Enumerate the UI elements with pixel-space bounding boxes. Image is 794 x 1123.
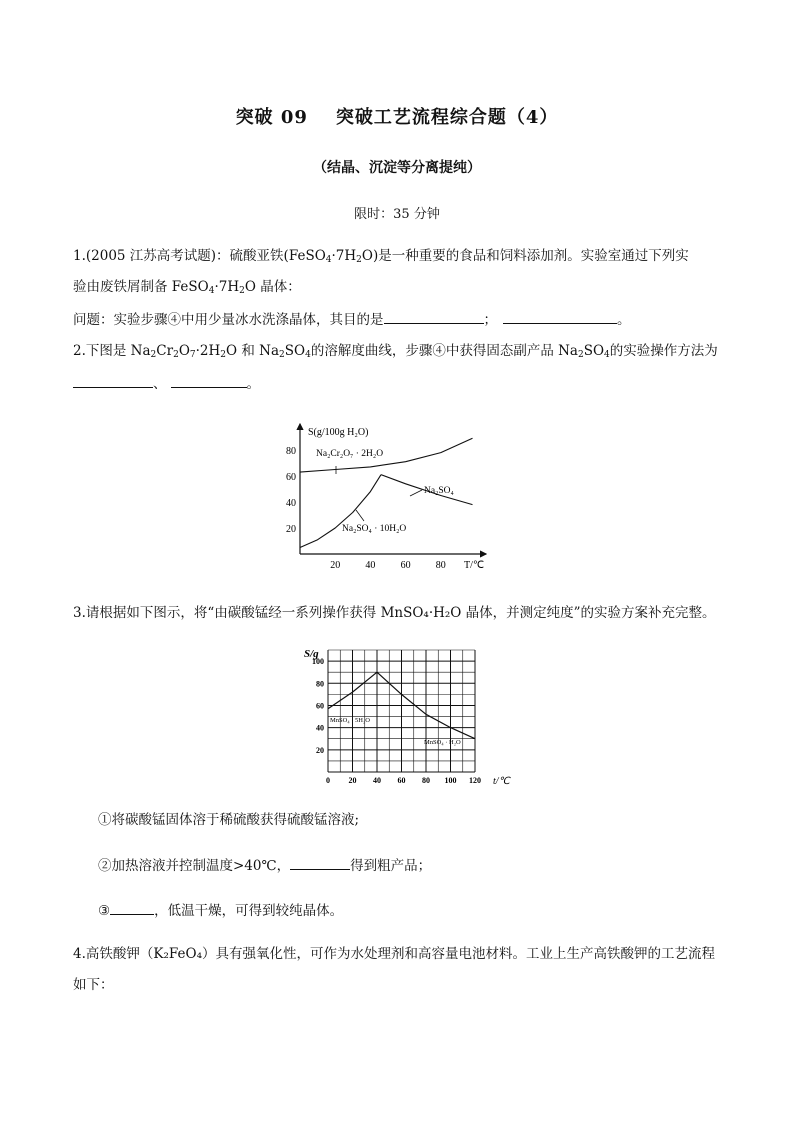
q3-step2: ②加热溶液并控制温度>40℃， 得到粗产品； <box>98 855 748 876</box>
chart-1-ytick-3: 80 <box>286 446 296 457</box>
chart-1-ytick-1: 40 <box>286 498 296 509</box>
chart-2 <box>300 646 515 788</box>
q4-line2: 如下： <box>73 977 114 993</box>
chart-1-ytick-2: 60 <box>286 472 296 483</box>
chart-2-ytick-1: 20 <box>316 745 324 755</box>
page-title <box>0 103 794 129</box>
q3-step3: ③ ，低温干燥，可得到较纯晶体。 <box>98 900 748 921</box>
chart-2-ytick-5: 100 <box>312 657 324 667</box>
chart-1-xtick-0: 20 <box>330 560 341 571</box>
chart-1-leader-2 <box>356 510 364 521</box>
chart-2-xtick-0: 0 <box>326 776 330 785</box>
q3-answer-blank-1[interactable] <box>290 855 350 870</box>
page-subtitle: （结晶、沉淀等分离提纯） <box>313 160 481 176</box>
chart-1-label-na: Na₂SO₄ <box>424 486 454 496</box>
q1-line1: 1.(2005 江苏高考试题)：硫酸亚铁$(FeSO_4\cdot 7H_2O)$是一种重要的食品和饲料添加剂。实验室通过下列实 <box>73 248 689 265</box>
q1-answer-blank-2[interactable] <box>503 309 617 324</box>
chart-1 <box>276 418 490 578</box>
q1-line2: 验由废铁屑制备 $FeSO_4\cdot 7H_2O$ 晶体： <box>73 279 301 296</box>
q2-answer-blank-1[interactable] <box>73 373 153 388</box>
chart-1-label-na10: Na₂SO₄ · 10H₂O <box>342 524 407 534</box>
chart-1-xtick-3: 80 <box>435 560 446 571</box>
chart-2-xtick-1: 20 <box>348 776 357 785</box>
time-limit: 限时：35 分钟 <box>354 207 440 222</box>
chart-2-xtick-2: 40 <box>373 776 381 785</box>
chart-2-xtick-6: 120 <box>469 776 481 785</box>
q1-answer-blank-1[interactable] <box>384 309 484 324</box>
q3-step1: ①将碳酸锰固体溶于稀硫酸获得硫酸锰溶液; <box>98 812 360 828</box>
chart-1-series-1 <box>300 475 381 548</box>
chart-2-label-5h2o: MnSO₄ · 5H₂O <box>330 717 370 724</box>
chart-1-xtick-2: 60 <box>400 560 411 571</box>
title-right: 突破工艺流程综合题（4） <box>335 107 559 128</box>
q1-line3: 问题：实验步骤④中用少量冰水洗涤晶体，其目的是 ； 。 <box>73 309 723 330</box>
chart-1-label-cr: Na₂Cr₂O₇ · 2H₂O <box>316 449 384 459</box>
q2-line2: 、 。 <box>73 373 723 394</box>
chart-2-ytick-2: 40 <box>316 723 324 733</box>
chart-1-leader-3 <box>410 490 422 496</box>
q3-answer-blank-2[interactable] <box>110 900 154 915</box>
chart-2-xtick-4: 80 <box>422 776 430 785</box>
chart-2-ytick-4: 80 <box>316 679 324 689</box>
chart-1-ytick-0: 20 <box>286 524 296 535</box>
chart-1-xlabel: T/℃ <box>464 560 485 571</box>
chart-2-ytick-3: 60 <box>316 701 324 711</box>
q2-answer-blank-2[interactable] <box>171 373 247 388</box>
q4-line1: 4.高铁酸钾（K₂FeO₄）具有强氧化性，可作为水处理剂和高容量电池材料。工业上生产高铁酸钾的工艺流程 <box>73 946 715 962</box>
chart-1-ylabel: S(g/100g H₂O) <box>308 427 369 438</box>
chart-1-xtick-1: 40 <box>365 560 376 571</box>
chart-2-xtick-3: 60 <box>397 776 406 785</box>
q3-text: 3.请根据如下图示，将“由碳酸锰经一系列操作获得 MnSO₄·H₂O 晶体，并测定纯度”的实验方案补充完整。 <box>73 605 716 621</box>
chart-2-xlabel: t/℃ <box>493 776 510 787</box>
title-left: 突破 09 <box>235 107 308 128</box>
chart-2-ylabel: S/g <box>304 648 319 660</box>
chart-2-xtick-5: 100 <box>444 776 457 785</box>
q2-line1: 2.下图是 $Na_2Cr_2O_7\cdot 2H_2O$ 和 $Na_2SO_4$的溶解度曲线，步骤④中获得固态副产品 $Na_2SO_4$的实验操作方法为 <box>73 343 718 360</box>
chart-2-label-h2o: MnSO₄ · H₂O <box>424 739 461 746</box>
